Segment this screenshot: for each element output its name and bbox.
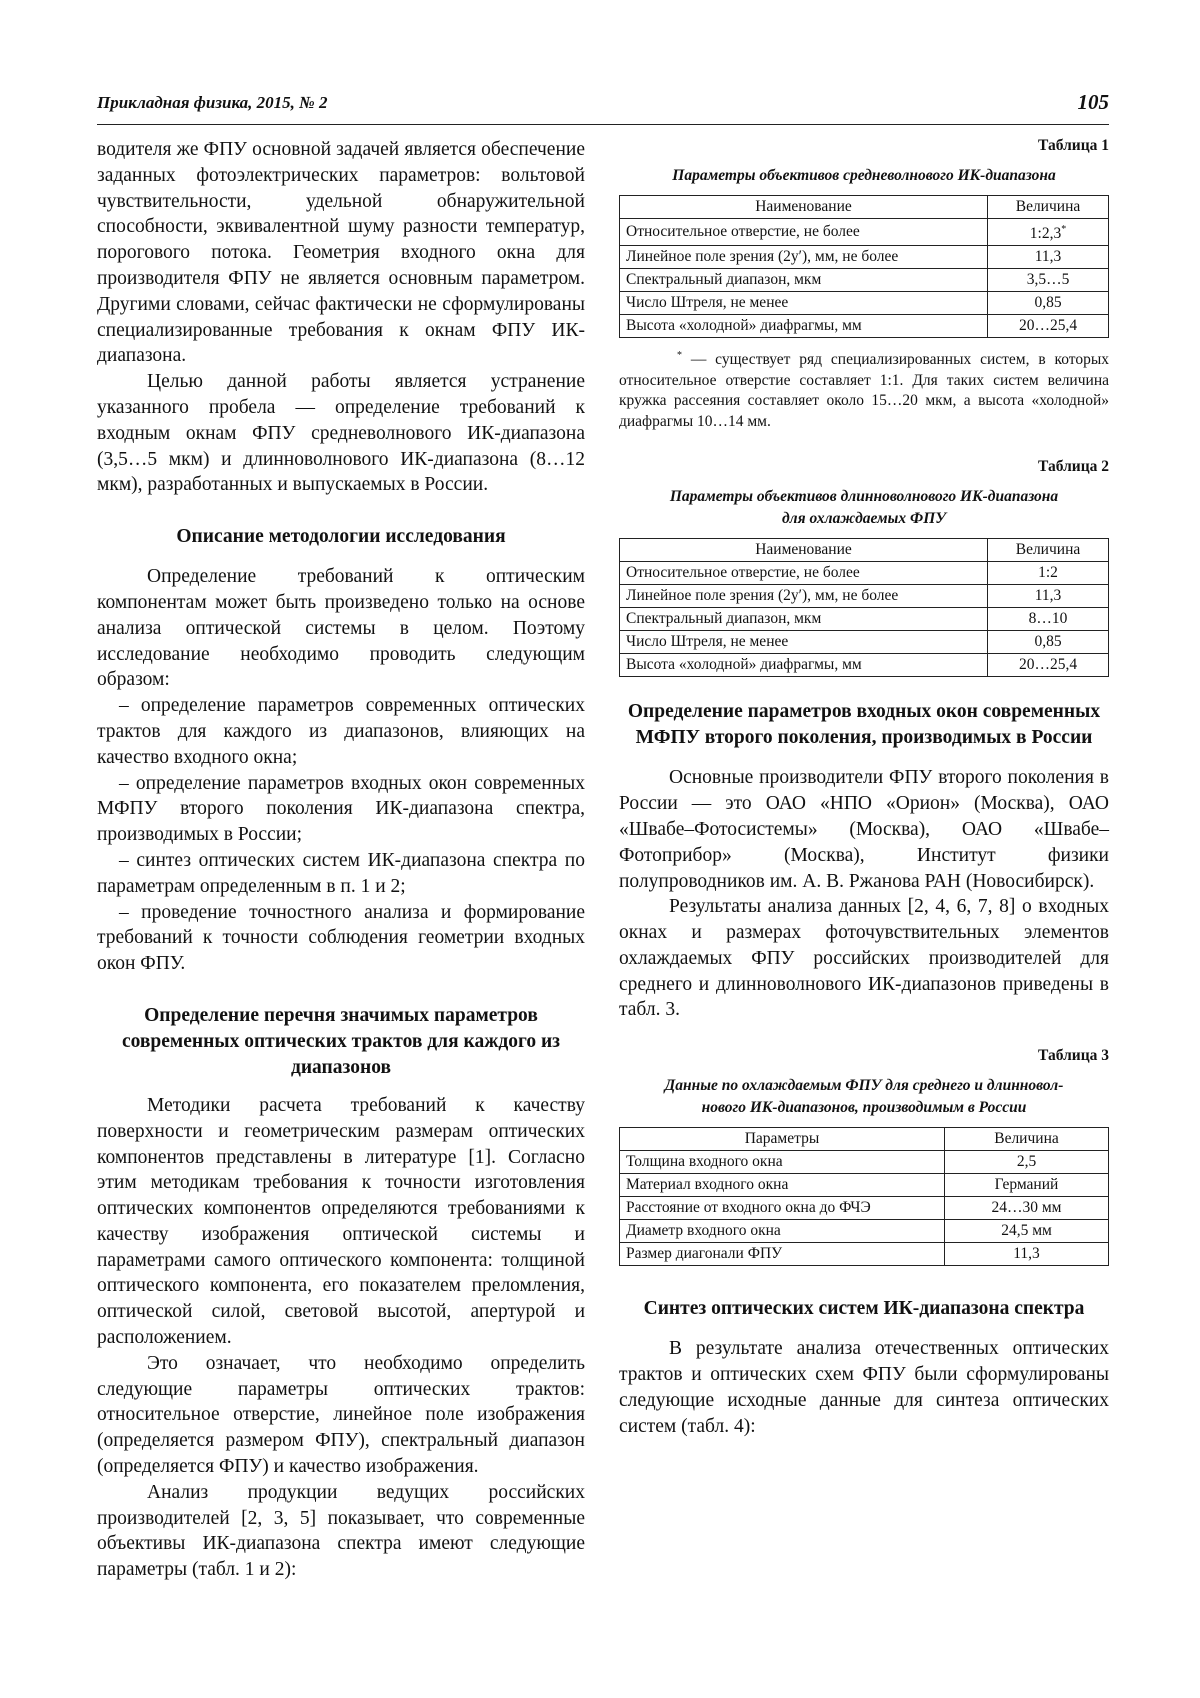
table-header-cell: Величина [988,539,1109,562]
table1 [619,195,1109,338]
table-cell: 11,3 [945,1243,1109,1266]
table-cell: Диаметр входного окна [620,1220,945,1243]
table-cell: Высота «холодной» диафрагмы, мм [620,654,988,677]
section-title-parameters: Определение перечня значимых параметров современных оптических трактов для каждого из диапазонов [121,1004,561,1078]
table-cell: Число Штреля, не менее [620,631,988,654]
footnote-marker: * [677,350,682,362]
table-row [620,608,1109,631]
table2-label: Таблица 2 [1038,458,1109,476]
table-cell: 0,85 [988,631,1109,654]
paragraph-methodology: Определение требований к оптическим компонентам может быть произведено только на основе анализа оптической системы в целом. Поэтому исследование необходимо проводить следующим образом: [97,566,585,691]
page-header [97,88,1109,125]
table-cell: Размер диагонали ФПУ [620,1243,945,1266]
journal-title: Прикладная физика, 2015, № 2 [97,93,328,112]
table3 [619,1127,1109,1266]
table-row [620,654,1109,677]
paragraph-synthesis: В результате анализа отечественных оптических трактов и оптических схем ФПУ были сформулированы следующие исходные данные для синтеза оптических систем (табл. 4): [619,1338,1109,1437]
table-row [620,292,1109,315]
table-header-cell: Наименование [620,196,988,219]
paragraph-aim: Целью данной работы является устранение указанного пробела — определение требований к входным окнам ФПУ средневолнового ИК-диапазона (3,5…5 мкм) и длинноволнового ИК-диапазона (8…12 мкм), разработанных и выпускаемых в России. [97,371,585,496]
table-row [620,585,1109,608]
section-title-synthesis: Синтез оптических систем ИК-диапазона спектра [643,1298,1085,1320]
table-row [620,219,1109,246]
table-row [620,246,1109,269]
table-row [620,631,1109,654]
table-row [620,562,1109,585]
right-column [619,137,1109,1439]
table1-title: Параметры объективов средневолнового ИК-диапазона [672,167,1056,184]
table-cell: 0,85 [988,292,1109,315]
table3-title-line: Данные по охлаждаемым ФПУ для среднего и длинновол- [664,1077,1064,1095]
table-cell: Число Штреля, не менее [620,292,988,315]
paragraph-continued: водителя же ФПУ основной задачей является обеспечение заданных фотоэлектрических параметров: вольтовой чувствительности, удельной обнаружительной способности, эквивалентной шуму разности температур, порогового потока. Геометрия входного окна для производителя ФПУ не является основным параметром. Другими словами, сейчас фактически не сформулированы специализированные требования к окнам ФПУ ИК-диапазона. [97,139,585,367]
table-row [620,1243,1109,1266]
table-cell: Относительное отверстие, не более [620,219,988,246]
table-cell: Расстояние от входного окна до ФЧЭ [620,1197,945,1220]
paragraph-analysis: Анализ продукции ведущих российских производителей [2, 3, 5] показывает, что современные объективы ИК-диапазона спектра имеют следующие параметры (табл. 1 и 2): [97,1481,585,1581]
table-header-cell: Наименование [620,539,988,562]
table-row [620,1220,1109,1243]
list-item: – определение параметров входных окон современных МФПУ второго поколения ИК-диапазона спектра, производимых в России; [97,772,585,846]
list-item: – синтез оптических систем ИК-диапазона спектра по параметрам определенным в п. 1 и 2; [97,849,585,897]
table2-title-line: Параметры объективов длинноволнового ИК-диапазона [669,488,1059,506]
page-number: 105 [1077,90,1109,114]
table-cell: 11,3 [988,585,1109,608]
table-cell: 20…25,4 [988,315,1109,338]
footnote-text: — существует ряд специализированных систем, в которых относительное отверстие составляет 1:1. Для таких систем величина кружка рассеяния составляет около 15…20 мкм, а высота «холодной» диафрагмы 10…14 мм. [619,351,1109,430]
left-column [97,137,585,1583]
table-cell: 3,5…5 [988,269,1109,292]
table3-label: Таблица 3 [1038,1047,1109,1065]
table-cell: 20…25,4 [988,654,1109,677]
table-cell: 1:2 [988,562,1109,585]
table1-label: Таблица 1 [1038,137,1109,154]
table-cell: 2,5 [945,1151,1109,1174]
section-title-input-windows: Определение параметров входных окон современных МФПУ второго поколения, производимых в России [627,701,1101,749]
table-header-row [620,196,1109,219]
footnote-marker: * [1061,224,1067,235]
section-title-methodology: Описание методологии исследования [176,526,506,548]
table-cell: Толщина входного окна [620,1151,945,1174]
table-row [620,1151,1109,1174]
table-header-row [620,539,1109,562]
paragraph-meaning: Это означает, что необходимо определить следующие параметры оптических трактов: относительное отверстие, линейное поле изображения (определяется размером ФПУ), спектральный диапазон (определяется ФПУ) и качество изображения. [97,1352,585,1478]
table-cell: Относительное отверстие, не более [620,562,988,585]
table-header-cell: Параметры [620,1128,945,1151]
table-cell: 24,5 мм [945,1220,1109,1243]
table-row [620,1197,1109,1220]
table-cell-value: 1:2,3 [1029,225,1062,243]
list-item: – определение параметров современных оптических трактов для каждого из диапазонов, влияющих на качество входного окна; [97,695,585,768]
table-cell: Спектральный диапазон, мкм [620,608,988,631]
table-row [620,315,1109,338]
table-row [620,1174,1109,1197]
table-cell: Материал входного окна [620,1174,945,1197]
table-header-row [620,1128,1109,1151]
table-header-cell: Величина [945,1128,1109,1151]
table2 [619,538,1109,677]
list-item: – проведение точностного анализа и формирование требований к точности соблюдения геометрии входных окон ФПУ. [97,901,585,975]
table2-title-line: для охлаждаемых ФПУ [781,510,947,528]
table-cell: Германий [945,1174,1109,1197]
paragraph-manufacturers: Основные производители ФПУ второго поколения в России — это ОАО «НПО «Орион» (Москва), ОАО «Швабе–Фотосистемы» (Москва), ОАО «Швабе–Фотоприбор» (Москва), Институт физики полупроводников им. А. В. Ржанова РАН (Новосибирск). [619,767,1109,892]
table-cell: Высота «холодной» диафрагмы, мм [620,315,988,338]
table-cell: 11,3 [988,246,1109,269]
table-row [620,269,1109,292]
table-cell: Спектральный диапазон, мкм [620,269,988,292]
table1-footnote [619,346,1109,432]
table-header-cell: Величина [988,196,1109,219]
table-cell: 24…30 мм [945,1197,1109,1220]
paragraph-methods: Методики расчета требований к качеству поверхности и геометрическим размерам оптических компонентов представлены в литературе [1]. Согласно этим методикам требования к точности изготовления оптических компонентов определяются требованиями к качеству изображения оптической системы и параметрами самого оптического компонента: толщиной оптического компонента, его показателем преломления, оптической силой, световой высотой, апертурой и расположением. [97,1094,585,1349]
table3-title-line: нового ИК-диапазонов, производимым в России [701,1099,1027,1117]
paragraph-results: Результаты анализа данных [2, 4, 6, 7, 8] о входных окнах и размерах фоточувствительных элементов охлаждаемых ФПУ российских производителей для среднего и длинноволнового ИК-диапазонов приведены в табл. 3. [619,896,1109,1021]
table-cell: Линейное поле зрения (2y′), мм, не более [620,585,988,608]
table-cell: Линейное поле зрения (2y′), мм, не более [620,246,988,269]
table-cell: 8…10 [988,608,1109,631]
table-cell [988,219,1109,246]
